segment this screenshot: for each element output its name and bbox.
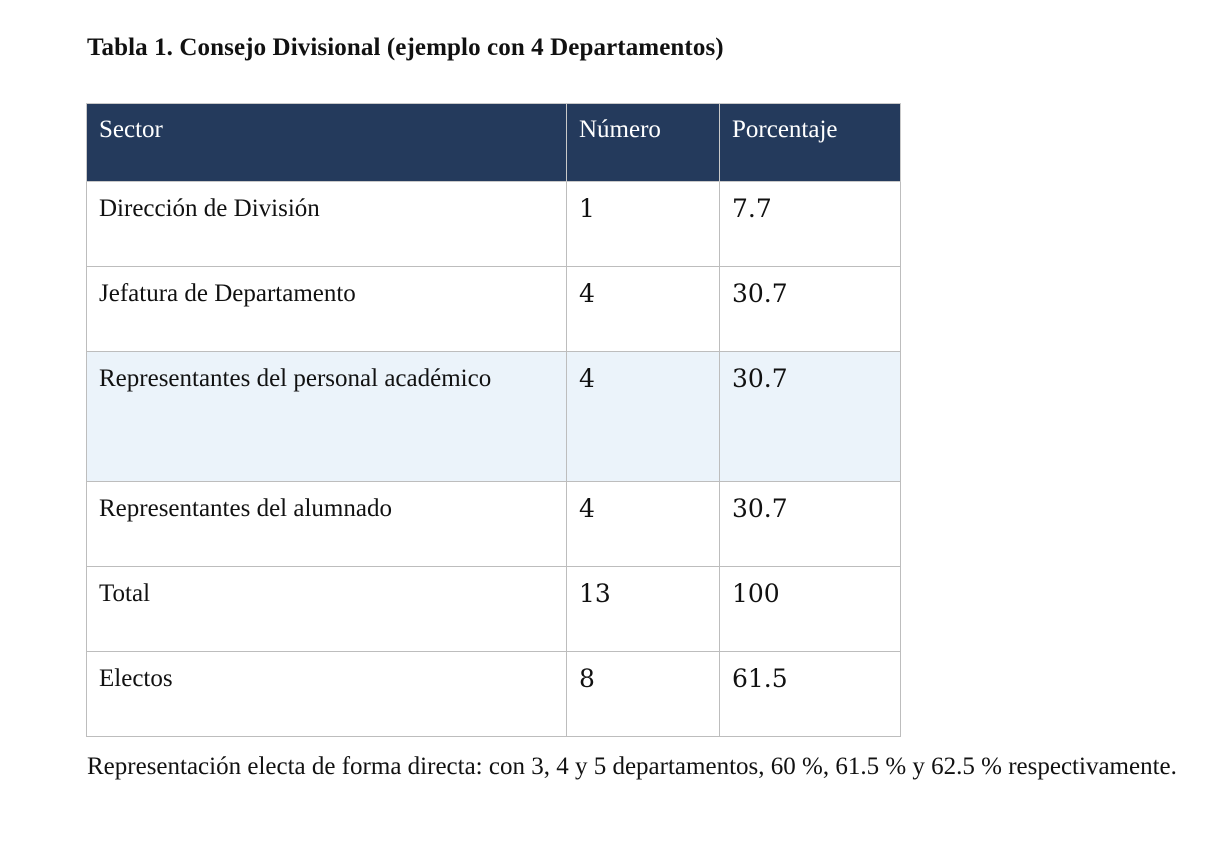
cell-sector: Jefatura de Departamento — [87, 267, 567, 352]
cell-sector: Representantes del alumnado — [87, 482, 567, 567]
cell-porcentaje: 61.5 — [720, 652, 901, 737]
table-header-row — [87, 104, 901, 182]
header-porcentaje: Porcentaje — [720, 104, 901, 182]
cell-sector: Dirección de División — [87, 182, 567, 267]
cell-numero: 4 — [567, 267, 720, 352]
cell-numero: 8 — [567, 652, 720, 737]
table-row — [87, 352, 901, 482]
cell-porcentaje: 30.7 — [720, 352, 901, 482]
cell-porcentaje: 30.7 — [720, 482, 901, 567]
cell-porcentaje: 30.7 — [720, 267, 901, 352]
header-sector: Sector — [87, 104, 567, 182]
header-numero: Número — [567, 104, 720, 182]
table-row — [87, 182, 901, 267]
council-table — [86, 103, 901, 737]
table-row — [87, 482, 901, 567]
cell-sector: Total — [87, 567, 567, 652]
cell-porcentaje: 7.7 — [720, 182, 901, 267]
cell-numero: 4 — [567, 352, 720, 482]
table-caption: Tabla 1. Consejo Divisional (ejemplo con 4 Departamentos) — [87, 34, 724, 61]
table-row-electos — [87, 652, 901, 737]
cell-numero: 4 — [567, 482, 720, 567]
cell-porcentaje: 100 — [720, 567, 901, 652]
table-footnote: Representación electa de forma directa: con 3, 4 y 5 departamentos, 60 %, 61.5 % y 62.5 % respectivamente. — [87, 753, 1177, 780]
cell-sector: Representantes del personal académico — [87, 352, 567, 482]
cell-numero: 13 — [567, 567, 720, 652]
table-row-total — [87, 567, 901, 652]
cell-numero: 1 — [567, 182, 720, 267]
table-row — [87, 267, 901, 352]
cell-sector: Electos — [87, 652, 567, 737]
